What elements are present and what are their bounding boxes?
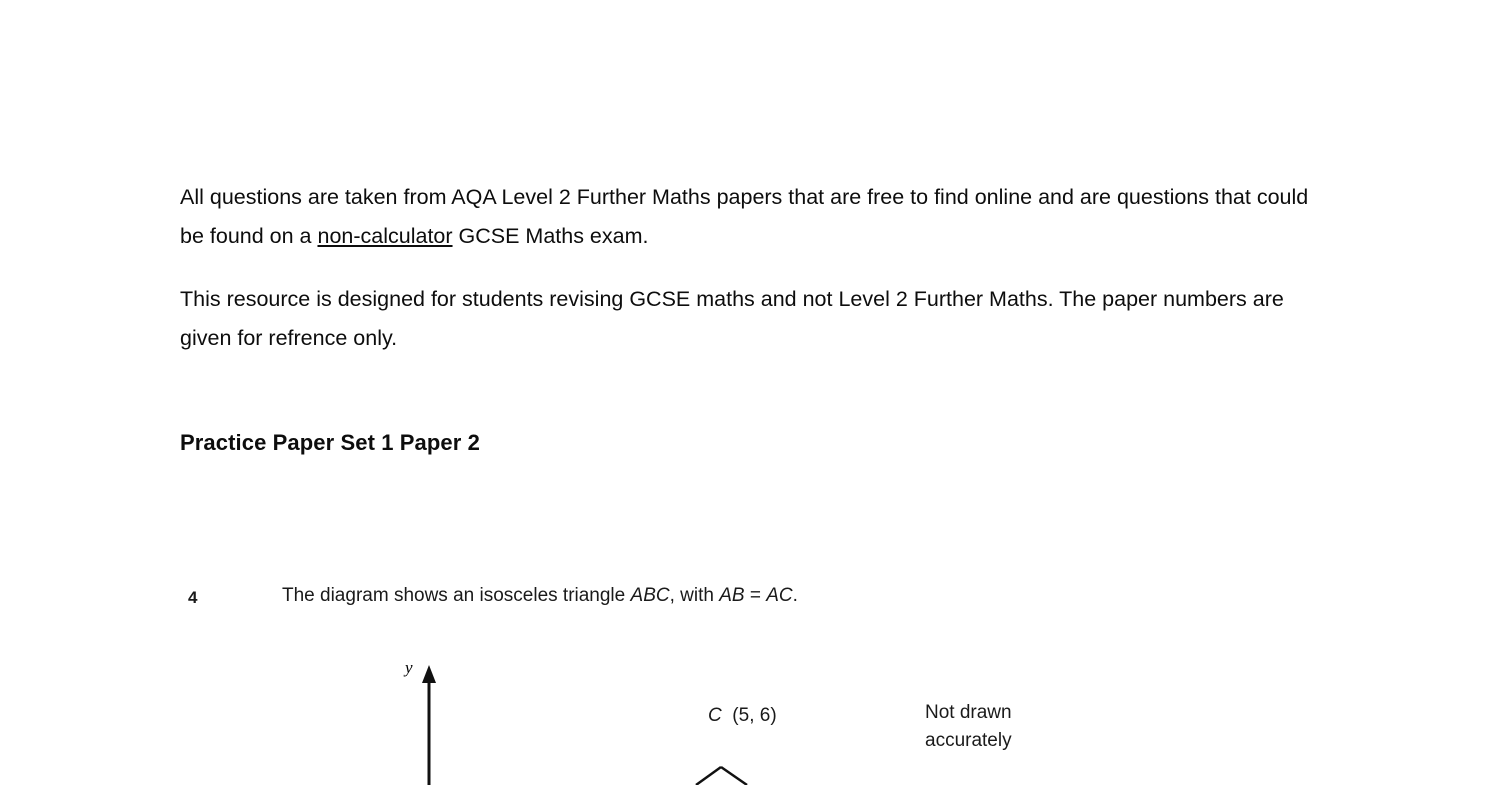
y-axis-arrowhead — [422, 665, 436, 683]
intro-paragraph-1-after: GCSE Maths exam. — [452, 224, 649, 248]
triangle-side-left — [721, 767, 747, 785]
question-text-part2: , with — [669, 585, 720, 606]
intro-paragraph-2-text: This resource is designed for students revising GCSE maths and not Level 2 Further Maths. The paper numbers are given for refrence only. — [180, 287, 1284, 350]
section-title: Practice Paper Set 1 Paper 2 — [180, 430, 480, 455]
intro-paragraph-1 — [180, 178, 1330, 256]
not-drawn-line-1: Not drawn — [925, 702, 1012, 723]
intro-block — [180, 178, 1330, 382]
y-axis-label: y — [405, 658, 413, 677]
question-text-part1: The diagram shows an isosceles triangle — [282, 585, 631, 606]
triangle-side-right — [696, 767, 721, 785]
question-text — [282, 585, 798, 607]
intro-paragraph-1-before: All questions are taken from AQA Level 2 Further Maths papers that are free to find online and are questions that could be found on a — [180, 185, 1309, 248]
question-label-ac: AC — [766, 585, 793, 606]
question-equals-sign: = — [744, 585, 767, 606]
question-label-ab: AB — [719, 585, 745, 606]
question-period: . — [792, 585, 798, 606]
not-drawn-line-2: accurately — [925, 730, 1012, 751]
question-label-abc: ABC — [630, 585, 670, 606]
not-drawn-accurately-note — [925, 699, 1012, 755]
diagram-graphic — [180, 645, 1180, 785]
point-c-coordinates: (5, 6) — [732, 705, 777, 726]
triangle-diagram — [180, 645, 1180, 785]
non-calculator-underlined-text: non-calculator — [317, 224, 453, 248]
point-c-letter: C — [708, 705, 722, 726]
point-c-label — [708, 705, 777, 727]
question-number: 4 — [188, 588, 198, 607]
intro-paragraph-2 — [180, 280, 1330, 358]
